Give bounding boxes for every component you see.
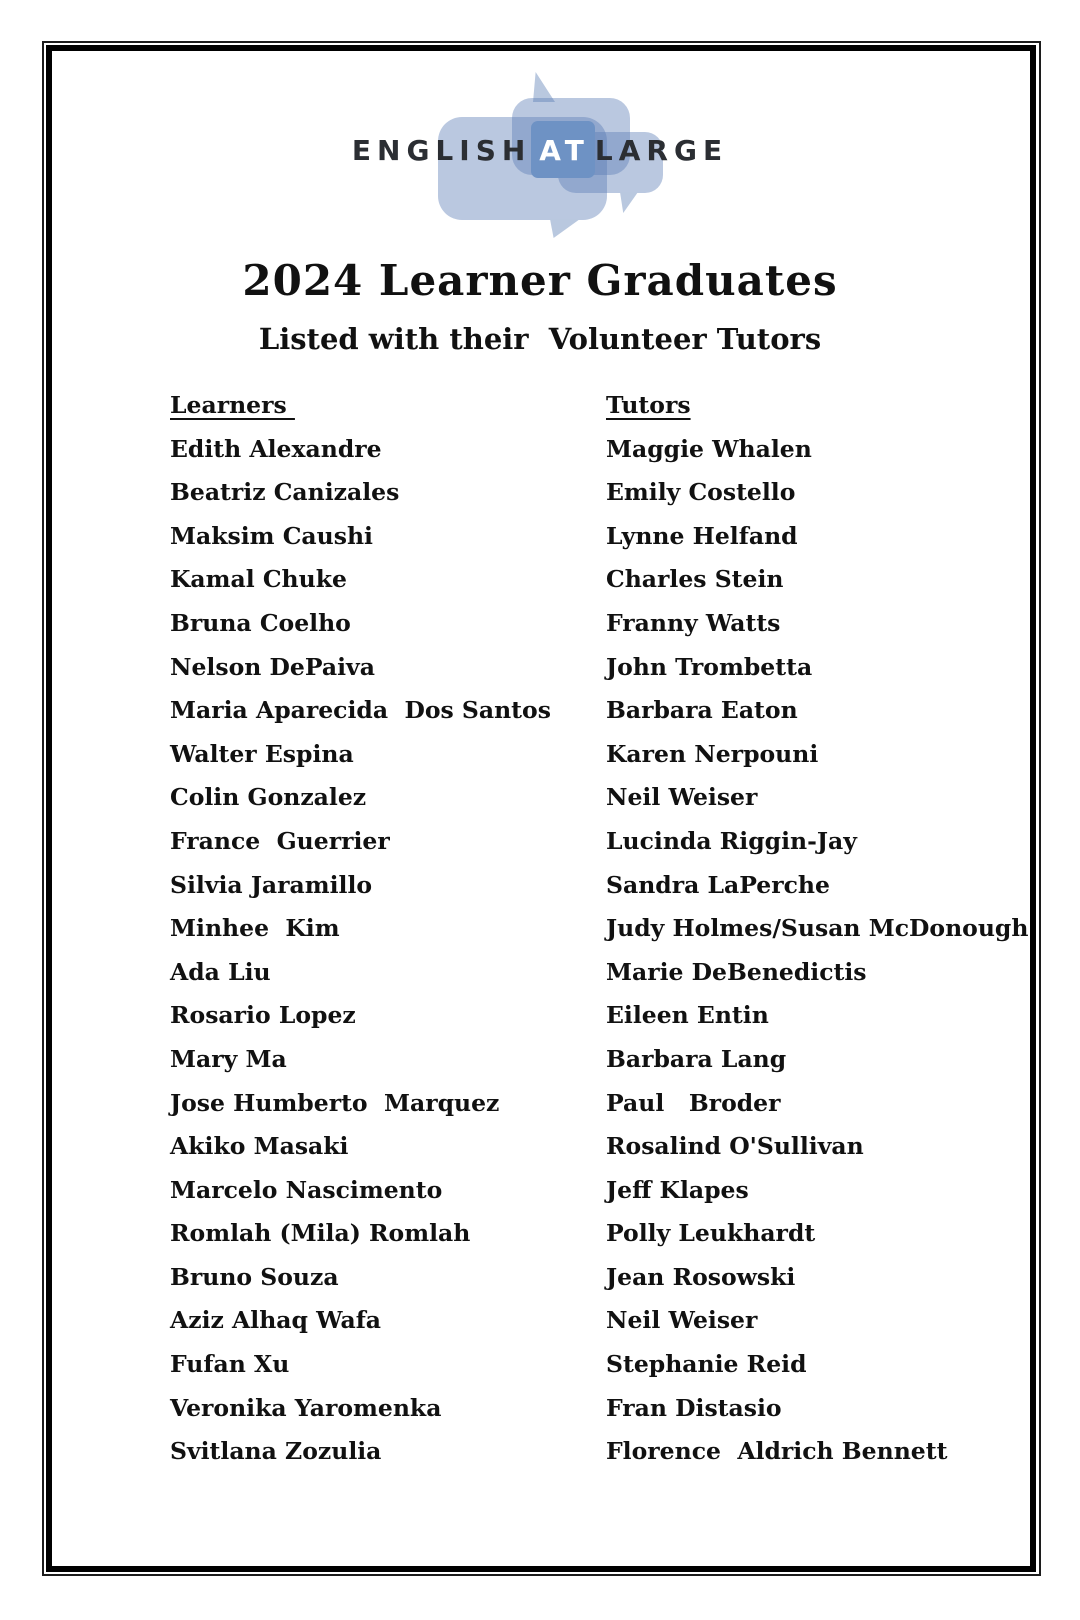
learner-name: Maksim Caushi — [170, 521, 373, 550]
learner-name: Rosario Lopez — [170, 1001, 356, 1030]
learner-name: Walter Espina — [170, 739, 354, 768]
graduates-table-body — [170, 428, 1029, 1474]
table-row — [170, 994, 1020, 1038]
tutor-name: Rosalind O'Sullivan — [606, 1132, 864, 1161]
learner-name: Marcelo Nascimento — [170, 1175, 443, 1204]
english-at-large-logo — [330, 70, 750, 242]
tutor-name: Sandra LaPerche — [606, 870, 830, 899]
table-row — [170, 1256, 1020, 1300]
tutor-name: Emily Costello — [606, 478, 796, 507]
tutor-name: Marie DeBenedictis — [606, 957, 867, 986]
table-row — [170, 1038, 1020, 1082]
learner-name: Colin Gonzalez — [170, 783, 367, 812]
tutor-name: Jean Rosowski — [606, 1262, 796, 1291]
learner-name: Aziz Alhaq Wafa — [170, 1306, 382, 1335]
tutor-name: Eileen Entin — [606, 1001, 769, 1030]
page-subtitle: Listed with their Volunteer Tutors — [258, 322, 822, 356]
tutor-name: Maggie Whalen — [606, 434, 812, 463]
table-header-row — [170, 384, 1020, 428]
learner-name: Kamal Chuke — [170, 565, 347, 594]
table-row — [170, 428, 1020, 472]
logo-word-at: AT — [531, 121, 595, 178]
learner-name: Bruna Coelho — [170, 608, 351, 637]
tutor-name: Neil Weiser — [606, 783, 758, 812]
table-row — [170, 602, 1020, 646]
logo-wordmark — [330, 134, 750, 167]
table-row — [170, 515, 1020, 559]
learner-name: Maria Aparecida Dos Santos — [170, 696, 551, 725]
table-row — [170, 1299, 1020, 1343]
table-row — [170, 646, 1020, 690]
table-row — [170, 733, 1020, 777]
speech-bubble-tail-icon — [620, 192, 638, 213]
table-row — [170, 1430, 1020, 1474]
table-row — [170, 558, 1020, 602]
tutor-name: Judy Holmes/Susan McDonough — [606, 914, 1029, 943]
tutor-name: Franny Watts — [606, 608, 781, 637]
table-row — [170, 1343, 1020, 1387]
table-row — [170, 951, 1020, 995]
learner-name: France Guerrier — [170, 826, 390, 855]
logo-word-large: LARGE — [594, 134, 729, 167]
table-row — [170, 1212, 1020, 1256]
tutors-column-header: Tutors — [606, 391, 691, 419]
table-row — [170, 1082, 1020, 1126]
tutor-name: John Trombetta — [606, 652, 813, 681]
tutor-name: Neil Weiser — [606, 1306, 758, 1335]
table-row — [170, 471, 1020, 515]
learner-name: Fufan Xu — [170, 1350, 290, 1379]
tutor-name: Polly Leukhardt — [606, 1219, 816, 1248]
learner-name: Jose Humberto Marquez — [170, 1088, 500, 1117]
learner-name: Silvia Jaramillo — [170, 870, 373, 899]
learners-column-header: Learners — [170, 391, 295, 419]
graduates-table — [170, 384, 1029, 1474]
table-row — [170, 776, 1020, 820]
learner-name: Akiko Masaki — [170, 1132, 349, 1161]
learner-name: Ada Liu — [170, 957, 271, 986]
tutor-name: Charles Stein — [606, 565, 784, 594]
tutor-name: Fran Distasio — [606, 1393, 782, 1422]
page-title: 2024 Learner Graduates — [242, 256, 838, 305]
table-row — [170, 1125, 1020, 1169]
learner-name: Edith Alexandre — [170, 434, 382, 463]
tutor-name: Jeff Klapes — [606, 1175, 749, 1204]
tutor-name: Lynne Helfand — [606, 521, 798, 550]
learner-name: Mary Ma — [170, 1044, 287, 1073]
table-row — [170, 689, 1020, 733]
table-row — [170, 907, 1029, 951]
learner-name: Beatriz Canizales — [170, 478, 400, 507]
speech-bubble-tail-icon — [550, 219, 580, 238]
tutor-name: Paul Broder — [606, 1088, 781, 1117]
learner-name: Minhee Kim — [170, 914, 340, 943]
learner-name: Nelson DePaiva — [170, 652, 375, 681]
tutor-name: Karen Nerpouni — [606, 739, 819, 768]
tutor-name: Stephanie Reid — [606, 1350, 807, 1379]
learner-name: Romlah (Mila) Romlah — [170, 1219, 471, 1248]
learner-name: Bruno Souza — [170, 1262, 339, 1291]
tutor-name: Barbara Lang — [606, 1044, 787, 1073]
table-row — [170, 1387, 1020, 1431]
table-row — [170, 820, 1020, 864]
learner-name: Veronika Yaromenka — [170, 1393, 442, 1422]
logo-word-english: ENGLISH — [351, 134, 532, 167]
table-row — [170, 1169, 1020, 1213]
tutor-name: Barbara Eaton — [606, 696, 798, 725]
tutor-name: Lucinda Riggin-Jay — [606, 826, 857, 855]
learner-name: Svitlana Zozulia — [170, 1437, 382, 1466]
table-row — [170, 864, 1020, 908]
tutor-name: Florence Aldrich Bennett — [606, 1437, 948, 1466]
